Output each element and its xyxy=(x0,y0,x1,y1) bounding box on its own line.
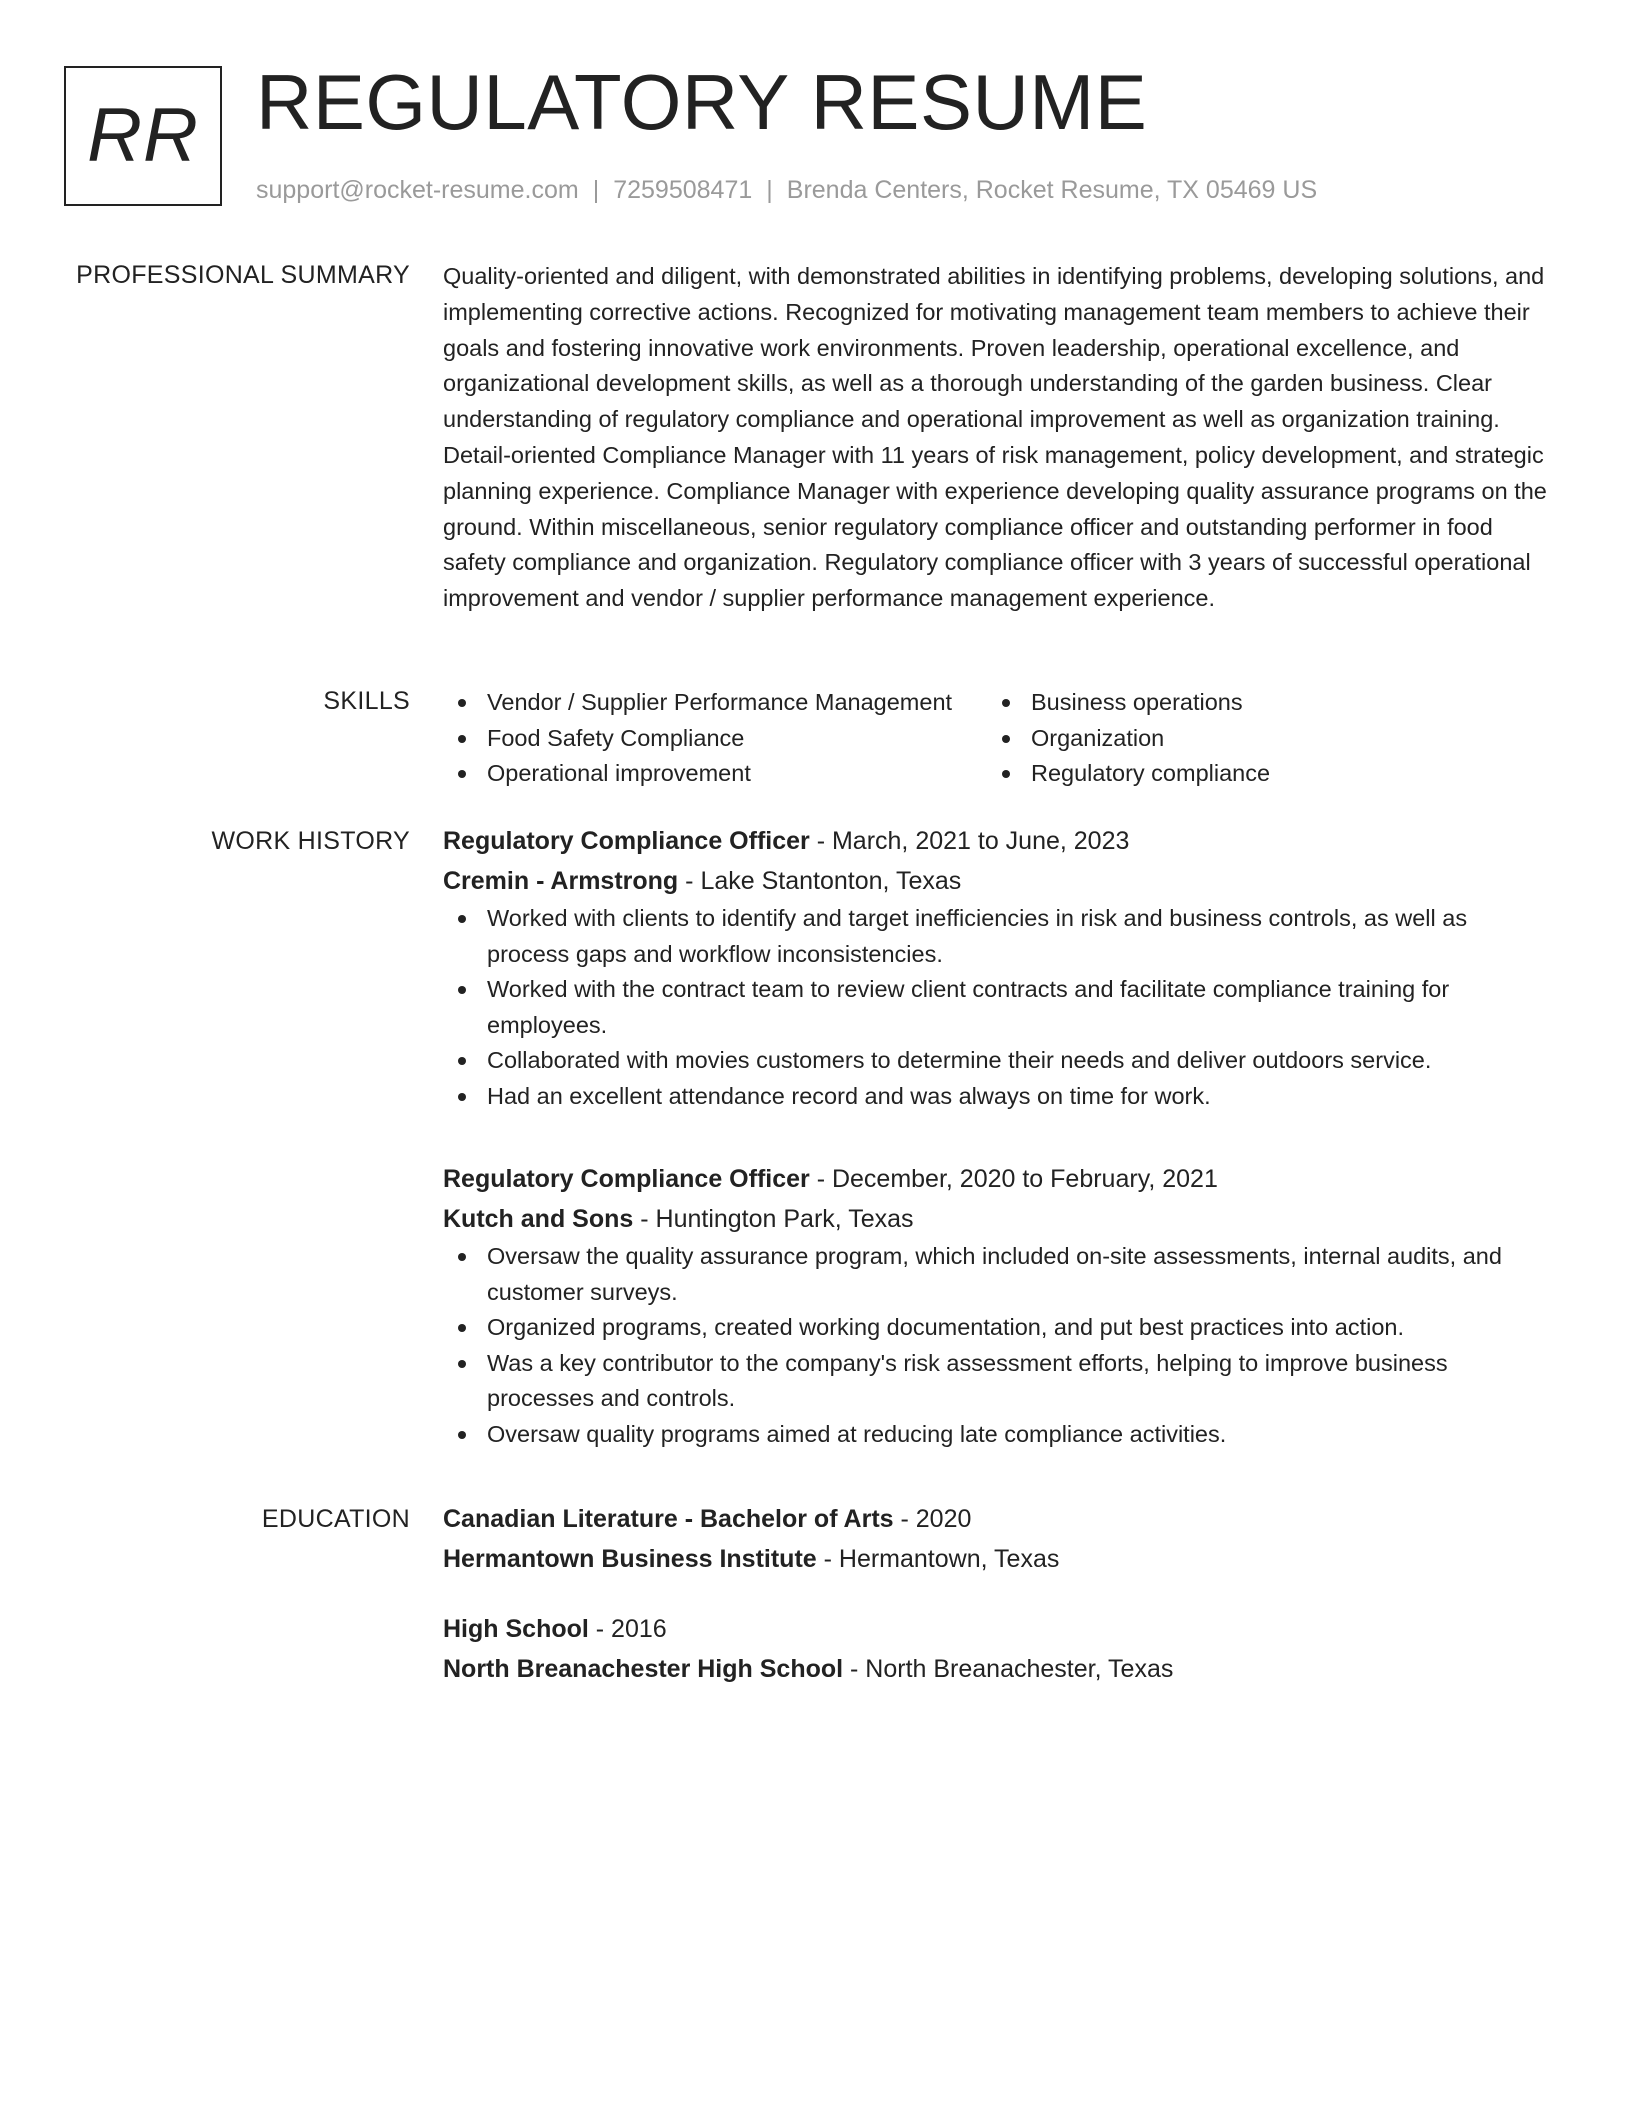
job-location: Lake Stantonton, Texas xyxy=(700,867,962,895)
school-location: Hermantown, Texas xyxy=(838,1545,1060,1573)
skills-list-left xyxy=(443,685,987,792)
job-title: Regulatory Compliance Officer xyxy=(443,827,810,855)
bullet-icon xyxy=(1002,735,1010,743)
skill-text: Vendor / Supplier Performance Management xyxy=(487,689,953,715)
job-bullet-list xyxy=(443,901,1551,1115)
job-entry xyxy=(443,821,1551,1115)
job-bullet xyxy=(443,1346,1551,1417)
bullet-icon xyxy=(458,1093,466,1101)
bullet-text: Worked with clients to identify and target inefficiencies in risk and business controls, as well as process gaps and workflow inconsistencies. xyxy=(487,905,1468,967)
bullet-icon xyxy=(1002,770,1010,778)
bullet-icon xyxy=(458,1253,466,1261)
degree-line xyxy=(443,1499,1551,1539)
bullet-icon xyxy=(458,735,466,743)
skill-text: Operational improvement xyxy=(487,760,751,787)
skill-item xyxy=(443,685,987,721)
section-label-skills: SKILLS xyxy=(323,687,410,715)
education-entry xyxy=(443,1609,1551,1689)
skill-item xyxy=(987,721,1531,757)
school-line xyxy=(443,1539,1551,1579)
job-title: Regulatory Compliance Officer xyxy=(443,1165,810,1193)
resume-title: REGULATORY RESUME xyxy=(256,58,1148,146)
job-company-line xyxy=(443,1199,1551,1239)
bullet-text: Worked with the contract team to review client contracts and facilitate compliance training for employees. xyxy=(487,976,1450,1038)
job-bullet-list xyxy=(443,1239,1551,1453)
degree-title: High School xyxy=(443,1615,589,1643)
section-label-work-history: WORK HISTORY xyxy=(211,827,410,855)
school-location: North Breanachester, Texas xyxy=(865,1655,1174,1683)
contact-address: Brenda Centers, Rocket Resume, TX 05469 US xyxy=(786,176,1318,204)
job-bullet xyxy=(443,1417,1551,1453)
job-entry xyxy=(443,1159,1551,1453)
job-location: Huntington Park, Texas xyxy=(655,1205,914,1233)
school-line xyxy=(443,1649,1551,1689)
section-label-summary: PROFESSIONAL SUMMARY xyxy=(76,261,410,289)
skill-item xyxy=(987,756,1531,792)
contact-separator: | xyxy=(766,176,773,204)
skill-item xyxy=(987,685,1531,721)
job-bullet xyxy=(443,1043,1551,1079)
bullet-icon xyxy=(458,1324,466,1332)
skills-grid xyxy=(443,685,1551,792)
degree-title: Canadian Literature - Bachelor of Arts xyxy=(443,1505,894,1533)
job-bullet xyxy=(443,1079,1551,1115)
job-company: Cremin - Armstrong xyxy=(443,867,679,895)
job-bullet xyxy=(443,901,1551,972)
skill-text: Food Safety Compliance xyxy=(487,724,745,751)
skills-list-right xyxy=(987,685,1531,792)
job-dates: March, 2021 to June, 2023 xyxy=(831,827,1130,855)
degree-line xyxy=(443,1609,1551,1649)
skill-text: Business operations xyxy=(1031,689,1243,715)
degree-year: 2020 xyxy=(915,1505,972,1533)
text-separator: - xyxy=(816,1545,839,1573)
bullet-icon xyxy=(458,986,466,994)
bullet-text: Collaborated with movies customers to determine their needs and deliver outdoors service. xyxy=(487,1047,1432,1074)
bullet-icon xyxy=(458,1057,466,1065)
bullet-text: Oversaw the quality assurance program, which included on-site assessments, internal audits, and customer surveys. xyxy=(487,1243,1502,1305)
job-title-line xyxy=(443,821,1551,861)
text-separator: - xyxy=(809,1165,832,1193)
contact-phone: 7259508471 xyxy=(613,176,753,204)
bullet-text: Had an excellent attendance record and was always on time for work. xyxy=(487,1082,1211,1109)
bullet-text: Oversaw quality programs aimed at reducing late compliance activities. xyxy=(487,1420,1227,1447)
school-name: North Breanachester High School xyxy=(443,1655,844,1683)
bullet-icon xyxy=(458,1360,466,1368)
skill-text: Regulatory compliance xyxy=(1031,760,1271,787)
skill-text: Organization xyxy=(1031,724,1165,751)
job-title-line xyxy=(443,1159,1551,1199)
job-bullet xyxy=(443,1310,1551,1346)
degree-year: 2016 xyxy=(611,1615,667,1643)
summary-text: Quality-oriented and diligent, with demonstrated abilities in identifying problems, developing solutions, and implementing corrective actions. Recognized for motivating management team members to achieve their goals and fostering innovative work environments. Proven leadership, operational excellence, and organizational development skills, as well as a thorough understanding of the garden business. Clear understanding of regulatory compliance and operational improvement as well as organization training. Detail-oriented Compliance Manager with 11 years of risk management, policy development, and strategic planning experience. Compliance Manager with experience developing quality assurance programs on the ground. Within miscellaneous, senior regulatory compliance officer and outstanding performer in food safety compliance and organization. Regulatory compliance officer with 3 years of successful operational improvement and vendor / supplier performance management experience. xyxy=(443,263,1547,612)
bullet-text: Was a key contributor to the company's risk assessment efforts, helping to improve business processes and controls. xyxy=(487,1349,1448,1412)
text-separator: - xyxy=(893,1505,916,1533)
job-bullet xyxy=(443,972,1551,1043)
skill-item xyxy=(443,756,987,792)
job-dates: December, 2020 to February, 2021 xyxy=(831,1165,1218,1193)
skill-item xyxy=(443,721,987,757)
monogram-logo xyxy=(64,66,222,206)
bullet-icon xyxy=(458,770,466,778)
bullet-icon xyxy=(458,915,466,923)
contact-separator: | xyxy=(592,176,600,204)
education-entry xyxy=(443,1499,1551,1579)
school-name: Hermantown Business Institute xyxy=(443,1545,817,1573)
contact-line xyxy=(256,174,1317,206)
bullet-text: Organized programs, created working documentation, and put best practices into action. xyxy=(487,1314,1405,1341)
bullet-icon xyxy=(458,1431,466,1439)
monogram-initials: RR xyxy=(87,93,199,178)
bullet-icon xyxy=(458,699,466,707)
text-separator: - xyxy=(678,867,701,895)
text-separator: - xyxy=(633,1205,656,1233)
job-company: Kutch and Sons xyxy=(443,1205,634,1233)
contact-email: support@rocket-resume.com xyxy=(256,176,579,204)
job-bullet xyxy=(443,1239,1551,1310)
bullet-icon xyxy=(1002,699,1010,707)
job-company-line xyxy=(443,861,1551,901)
text-separator: - xyxy=(588,1615,612,1643)
section-label-education: EDUCATION xyxy=(261,1505,410,1533)
text-separator: - xyxy=(809,827,832,855)
text-separator: - xyxy=(843,1655,866,1683)
